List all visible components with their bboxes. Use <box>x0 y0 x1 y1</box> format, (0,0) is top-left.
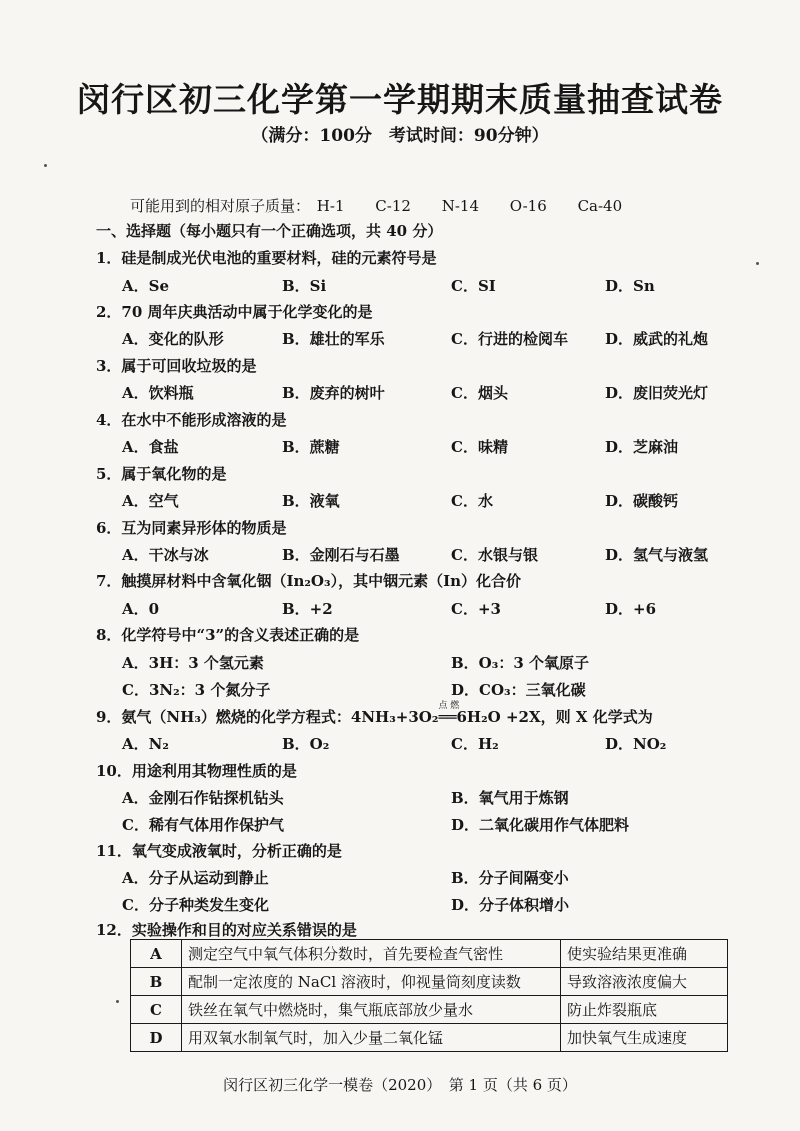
option-d: D．二氧化碳用作气体肥料 <box>451 816 630 834</box>
atomic-mass-ca: Ca-40 <box>577 197 623 215</box>
option-d: D．氢气与液氢 <box>605 546 709 564</box>
row-label: A <box>131 940 182 968</box>
option-d: D．Sn <box>605 277 655 295</box>
table-row <box>131 996 728 1024</box>
row-label: C <box>131 996 182 1024</box>
option-a: A．N₂ <box>122 735 169 753</box>
option-a: A．分子从运动到静止 <box>122 869 269 887</box>
option-a: A．0 <box>122 600 160 618</box>
question-stem <box>96 701 653 727</box>
option-c: C．H₂ <box>451 735 499 753</box>
option-d: D．芝麻油 <box>605 438 679 456</box>
row-purpose: 使实验结果更准确 <box>561 940 728 968</box>
option-b: B．Si <box>282 277 327 295</box>
option-c: C．水银与银 <box>451 546 538 564</box>
option-a: A．饮料瓶 <box>122 384 194 402</box>
option-d: D．碳酸钙 <box>605 492 679 510</box>
option-b: B．O₂ <box>282 735 330 753</box>
reaction-condition: 点 燃 <box>438 701 460 711</box>
option-b: B．+2 <box>282 600 333 618</box>
option-c: C．SI <box>451 277 496 295</box>
option-c: C．烟头 <box>451 384 508 402</box>
question-stem: 1．硅是制成光伏电池的重要材料，硅的元素符号是 <box>96 249 437 267</box>
option-c: C．分子种类发生变化 <box>122 896 269 914</box>
row-label: B <box>131 968 182 996</box>
question-stem: 3．属于可回收垃圾的是 <box>96 357 257 375</box>
option-d: D．废旧荧光灯 <box>605 384 709 402</box>
option-b: B．液氧 <box>282 492 340 510</box>
section-title: 一、选择题（每小题只有一个正确选项，共 40 分） <box>96 222 443 240</box>
table-row <box>131 968 728 996</box>
table-row <box>131 1024 728 1052</box>
option-a: A．空气 <box>122 492 179 510</box>
question-stem: 11．氧气变成液氧时，分析正确的是 <box>96 842 342 860</box>
option-d: D．+6 <box>605 600 657 618</box>
question-stem: 12．实验操作和目的对应关系错误的是 <box>96 921 357 939</box>
option-a: A．Se <box>122 277 170 295</box>
option-a: A．干冰与冰 <box>122 546 209 564</box>
option-a: A．变化的队形 <box>122 330 224 348</box>
option-d: D．CO₃：三氧化碳 <box>451 681 586 699</box>
option-c: C．水 <box>451 492 493 510</box>
option-a: A．3H：3 个氢元素 <box>122 654 264 672</box>
row-operation: 测定空气中氧气体积分数时，首先要检查气密性 <box>182 940 561 968</box>
question-stem: 2．70 周年庆典活动中属于化学变化的是 <box>96 303 373 321</box>
exam-subtitle: （满分：100分 考试时间：90分钟） <box>251 126 549 146</box>
row-purpose: 加快氧气生成速度 <box>561 1024 728 1052</box>
option-c: C．+3 <box>451 600 501 618</box>
row-operation: 铁丝在氧气中燃烧时，集气瓶底部放少量水 <box>182 996 561 1024</box>
atomic-mass-c: C-12 <box>375 197 411 215</box>
atomic-mass-h: H-1 <box>316 197 345 215</box>
equation-prefix: 9．氨气（NH₃）燃烧的化学方程式：4NH₃+3O₂ <box>96 708 439 726</box>
option-b: B．O₃：3 个氧原子 <box>451 654 589 672</box>
page-footer: 闵行区初三化学一模卷（2020） 第 1 页（共 6 页） <box>223 1076 577 1094</box>
option-b: B．蔗糖 <box>282 438 340 456</box>
atomic-mass-o: O-16 <box>509 197 547 215</box>
option-c: C．味精 <box>451 438 508 456</box>
table-row <box>131 940 728 968</box>
option-d: D．威武的礼炮 <box>605 330 709 348</box>
option-c: C．稀有气体用作保护气 <box>122 816 284 834</box>
option-d: D．NO₂ <box>605 735 667 753</box>
question-stem: 7．触摸屏材料中含氧化铟（In₂O₃），其中铟元素（In）化合价 <box>96 572 521 590</box>
question-stem: 4．在水中不能形成溶液的是 <box>96 411 287 429</box>
option-c: C．行进的检阅车 <box>451 330 568 348</box>
exam-title: 闵行区初三化学第一学期期末质量抽查试卷 <box>77 80 723 119</box>
option-b: B．废弃的树叶 <box>282 384 385 402</box>
equation-suffix: 6H₂O +2X，则 X 化学式为 <box>456 708 653 726</box>
experiment-table <box>130 939 728 1052</box>
option-a: A．食盐 <box>122 438 179 456</box>
option-b: B．金刚石与石墨 <box>282 546 400 564</box>
option-b: B．分子间隔变小 <box>451 869 569 887</box>
row-purpose: 导致溶液浓度偏大 <box>561 968 728 996</box>
row-label: D <box>131 1024 182 1052</box>
option-b: B．氧气用于炼钢 <box>451 789 569 807</box>
atomic-masses-label: 可能用到的相对原子质量： <box>130 197 311 215</box>
question-stem: 10．用途利用其物理性质的是 <box>96 762 297 780</box>
row-operation: 配制一定浓度的 NaCl 溶液时，仰视量筒刻度读数 <box>182 968 561 996</box>
option-d: D．分子体积增小 <box>451 896 570 914</box>
option-a: A．金刚石作钻探机钻头 <box>122 789 284 807</box>
option-b: B．雄壮的军乐 <box>282 330 385 348</box>
reaction-arrow: 点 燃 ══ <box>438 708 456 726</box>
atomic-mass-n: N-14 <box>441 197 479 215</box>
question-stem: 5．属于氧化物的是 <box>96 465 227 483</box>
row-purpose: 防止炸裂瓶底 <box>561 996 728 1024</box>
question-stem: 6．互为同素异形体的物质是 <box>96 519 287 537</box>
option-c: C．3N₂：3 个氮分子 <box>122 681 271 699</box>
row-operation: 用双氧水制氧气时，加入少量二氧化锰 <box>182 1024 561 1052</box>
question-stem: 8．化学符号中“3”的含义表述正确的是 <box>96 626 360 644</box>
atomic-masses <box>130 195 622 216</box>
